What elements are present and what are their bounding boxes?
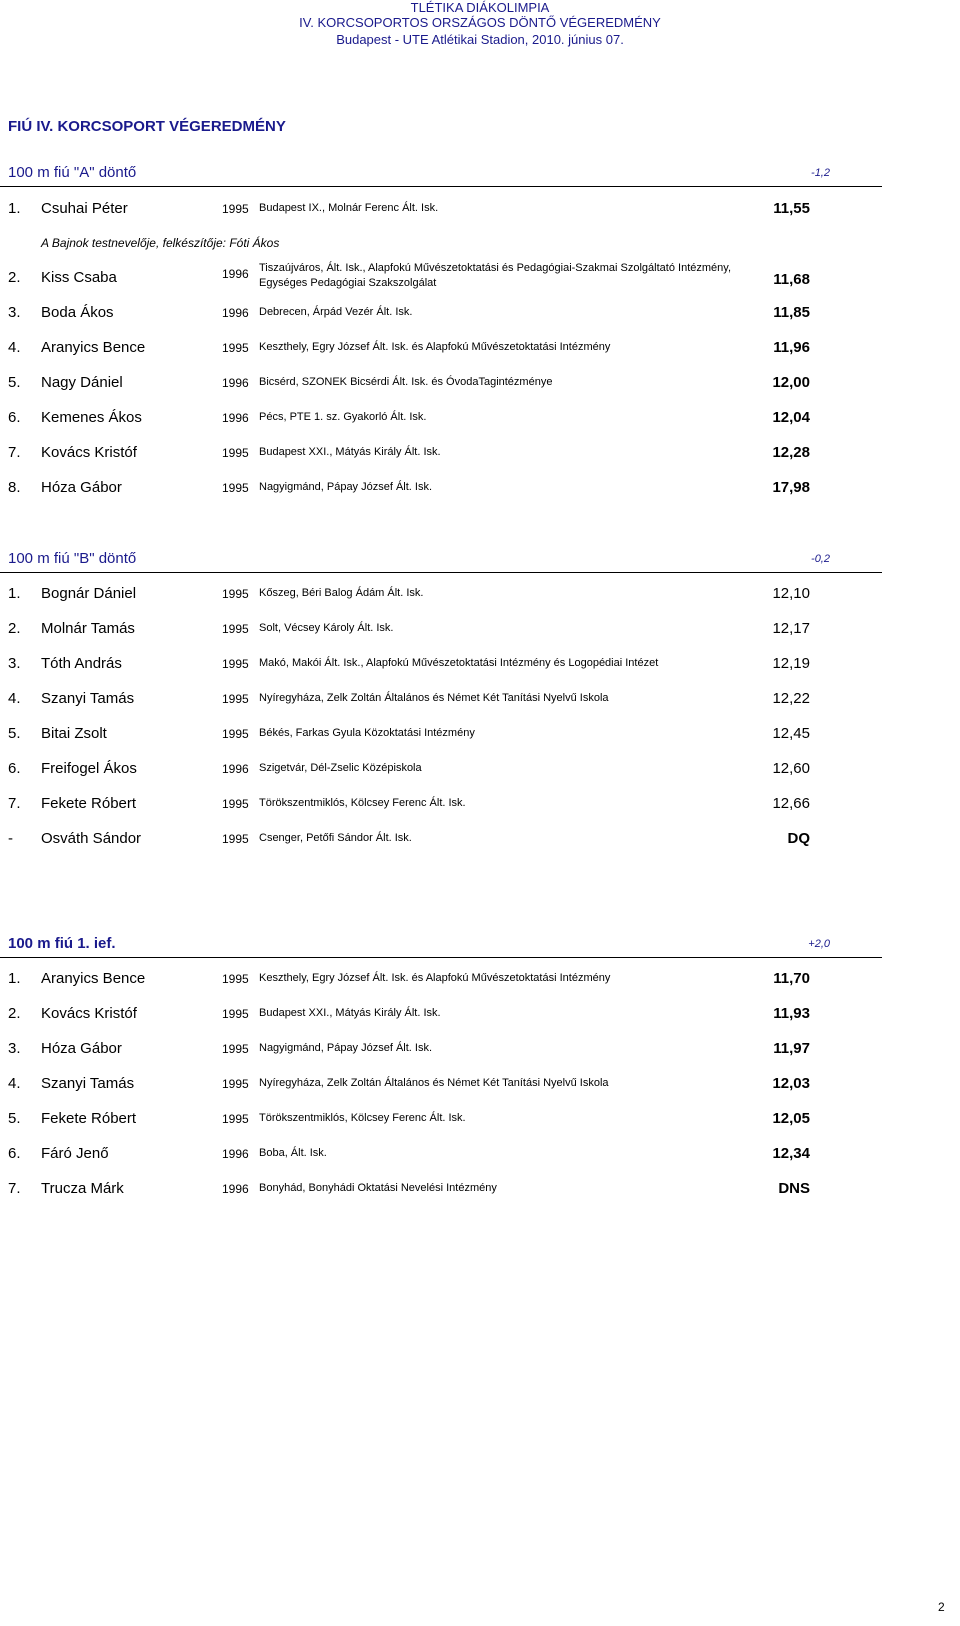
result-time: 12,10	[772, 585, 810, 602]
result-time: 12,04	[772, 409, 810, 426]
place: 3.	[8, 655, 21, 672]
place: 3.	[8, 304, 21, 321]
athlete-name: Fáró Jenő	[41, 1145, 109, 1162]
school: Csenger, Petőfi Sándor Ált. Isk.	[259, 832, 412, 844]
place: 2.	[8, 620, 21, 637]
result-row	[0, 760, 960, 796]
header-line-3: Budapest - UTE Atlétikai Stadion, 2010. június 07.	[336, 32, 624, 47]
result-row	[0, 1075, 960, 1111]
school: Bicsérd, SZONEK Bicsérdi Ált. Isk. és ÓvodaTagintézménye	[259, 376, 553, 388]
result-time: 12,05	[772, 1110, 810, 1127]
place: 7.	[8, 444, 21, 461]
result-row	[0, 655, 960, 691]
place: 7.	[8, 795, 21, 812]
result-row	[0, 409, 960, 445]
result-time: 12,19	[772, 655, 810, 672]
birth-year: 1995	[222, 202, 249, 216]
athlete-name: Trucza Márk	[41, 1180, 124, 1197]
result-row	[0, 1110, 960, 1146]
school: Pécs, PTE 1. sz. Gyakorló Ált. Isk.	[259, 411, 427, 423]
school: Debrecen, Árpád Vezér Ált. Isk.	[259, 306, 413, 318]
birth-year: 1995	[222, 1077, 249, 1091]
result-time: 11,68	[773, 271, 810, 288]
place: 6.	[8, 1145, 21, 1162]
birth-year: 1995	[222, 587, 249, 601]
result-time: 11,96	[773, 339, 810, 356]
result-row	[0, 479, 960, 515]
place: 4.	[8, 339, 21, 356]
result-time: 12,45	[772, 725, 810, 742]
place: 6.	[8, 409, 21, 426]
category-title: FIÚ IV. KORCSOPORT VÉGEREDMÉNY	[8, 118, 286, 135]
result-time: 12,00	[772, 374, 810, 391]
birth-year: 1995	[222, 1112, 249, 1126]
result-row	[0, 620, 960, 656]
athlete-name: Kiss Csaba	[41, 269, 117, 286]
divider	[0, 186, 882, 187]
athlete-name: Boda Ákos	[41, 304, 114, 321]
result-row	[0, 725, 960, 761]
result-time: 17,98	[772, 479, 810, 496]
athlete-name: Freifogel Ákos	[41, 760, 137, 777]
result-row	[0, 830, 960, 866]
athlete-name: Molnár Tamás	[41, 620, 135, 637]
event-title: 100 m fiú "B" döntő	[8, 550, 137, 567]
athlete-name: Tóth András	[41, 655, 122, 672]
result-row	[0, 1145, 960, 1181]
birth-year: 1996	[222, 1182, 249, 1196]
result-time: DQ	[787, 830, 810, 847]
birth-year: 1996	[222, 267, 249, 281]
school: Budapest XXI., Mátyás Király Ált. Isk.	[259, 446, 441, 458]
school: Törökszentmiklós, Kölcsey Ferenc Ált. Isk.	[259, 797, 466, 809]
birth-year: 1995	[222, 341, 249, 355]
result-time: 12,22	[772, 690, 810, 707]
place: 2.	[8, 269, 21, 286]
birth-year: 1995	[222, 1042, 249, 1056]
event-title: 100 m fiú 1. ief.	[8, 935, 116, 952]
place: 2.	[8, 1005, 21, 1022]
result-row	[0, 1180, 960, 1216]
athlete-name: Kemenes Ákos	[41, 409, 142, 426]
place: 5.	[8, 374, 21, 391]
birth-year: 1996	[222, 376, 249, 390]
athlete-name: Kovács Kristóf	[41, 1005, 137, 1022]
result-time: 11,93	[773, 1005, 810, 1022]
result-row	[0, 585, 960, 621]
wind-reading: -0,2	[811, 553, 830, 565]
school: Nyíregyháza, Zelk Zoltán Általános és Német Két Tanítási Nyelvű Iskola	[259, 692, 609, 704]
place: 5.	[8, 725, 21, 742]
result-time: 12,66	[772, 795, 810, 812]
result-row	[0, 690, 960, 726]
result-row	[0, 374, 960, 410]
divider	[0, 572, 882, 573]
school: Törökszentmiklós, Kölcsey Ferenc Ált. Isk.	[259, 1112, 466, 1124]
result-row	[0, 304, 960, 340]
place: 1.	[8, 970, 21, 987]
birth-year: 1995	[222, 832, 249, 846]
school: Budapest XXI., Mátyás Király Ált. Isk.	[259, 1007, 441, 1019]
school: Boba, Ált. Isk.	[259, 1147, 327, 1159]
coach-note: A Bajnok testnevelője, felkészítője: Fóti Ákos	[41, 236, 280, 250]
birth-year: 1995	[222, 657, 249, 671]
birth-year: 1995	[222, 481, 249, 495]
school: Nagyigmánd, Pápay József Ált. Isk.	[259, 481, 433, 493]
athlete-name: Hóza Gábor	[41, 1040, 122, 1057]
place: 7.	[8, 1180, 21, 1197]
place: 1.	[8, 585, 21, 602]
result-time: 12,17	[772, 620, 810, 637]
place: 3.	[8, 1040, 21, 1057]
place: 5.	[8, 1110, 21, 1127]
school: Budapest IX., Molnár Ferenc Ált. Isk.	[259, 202, 439, 214]
place: 8.	[8, 479, 21, 496]
athlete-name: Kovács Kristóf	[41, 444, 137, 461]
result-row	[0, 970, 960, 1006]
birth-year: 1996	[222, 1147, 249, 1161]
result-time: 11,97	[773, 1040, 810, 1057]
school: Keszthely, Egry József Ált. Isk. és Alapfokú Művészetoktatási Intézmény	[259, 972, 611, 984]
result-time: 11,55	[773, 200, 810, 217]
school: Makó, Makói Ált. Isk., Alapfokú Művészetoktatási Intézmény és Logopédiai Intézet	[259, 657, 659, 669]
result-row	[0, 262, 960, 305]
event-title: 100 m fiú "A" döntő	[8, 164, 137, 181]
athlete-name: Aranyics Bence	[41, 339, 146, 356]
result-time: 12,28	[772, 444, 810, 461]
result-row	[0, 1040, 960, 1076]
result-time: 12,03	[772, 1075, 810, 1092]
athlete-name: Fekete Róbert	[41, 1110, 137, 1127]
birth-year: 1996	[222, 762, 249, 776]
place: 4.	[8, 1075, 21, 1092]
birth-year: 1995	[222, 727, 249, 741]
birth-year: 1995	[222, 1007, 249, 1021]
place: 6.	[8, 760, 21, 777]
school: Szigetvár, Dél-Zselic Középiskola	[259, 762, 422, 774]
result-time: 12,60	[772, 760, 810, 777]
place: 4.	[8, 690, 21, 707]
birth-year: 1995	[222, 622, 249, 636]
wind-reading: -1,2	[811, 167, 830, 179]
athlete-name: Nagy Dániel	[41, 374, 123, 391]
wind-reading: +2,0	[808, 938, 830, 950]
birth-year: 1995	[222, 692, 249, 706]
athlete-name: Csuhai Péter	[41, 200, 128, 217]
athlete-name: Osváth Sándor	[41, 830, 142, 847]
athlete-name: Hóza Gábor	[41, 479, 122, 496]
place: -	[8, 830, 13, 847]
school: Kőszeg, Béri Balog Ádám Ált. Isk.	[259, 587, 424, 599]
athlete-name: Fekete Róbert	[41, 795, 137, 812]
school: Keszthely, Egry József Ált. Isk. és Alapfokú Művészetoktatási Intézmény	[259, 341, 611, 353]
athlete-name: Bognár Dániel	[41, 585, 137, 602]
birth-year: 1995	[222, 446, 249, 460]
school: Nagyigmánd, Pápay József Ált. Isk.	[259, 1042, 433, 1054]
header-line-1: TLÉTIKA DIÁKOLIMPIA	[410, 0, 550, 15]
result-time: 11,85	[773, 304, 810, 321]
result-row	[0, 444, 960, 480]
athlete-name: Aranyics Bence	[41, 970, 146, 987]
birth-year: 1995	[222, 797, 249, 811]
athlete-name: Bitai Zsolt	[41, 725, 107, 742]
school: Békés, Farkas Gyula Közoktatási Intézmény	[259, 727, 475, 739]
athlete-name: Szanyi Tamás	[41, 1075, 135, 1092]
result-row	[0, 1005, 960, 1041]
result-row	[0, 339, 960, 375]
result-time: DNS	[778, 1180, 810, 1197]
birth-year: 1996	[222, 306, 249, 320]
birth-year: 1996	[222, 411, 249, 425]
school: Tiszaújváros, Ált. Isk., Alapfokú Művészetoktatási és Pedagógiai-Szakmai Szolgáltató Intézmény, Egységes Pedagógiai Szakszolgálat	[259, 262, 732, 289]
divider	[0, 957, 882, 958]
athlete-name: Szanyi Tamás	[41, 690, 135, 707]
header-line-2: IV. KORCSOPORTOS ORSZÁGOS DÖNTŐ VÉGEREDMÉNY	[299, 15, 661, 30]
school: Solt, Vécsey Károly Ált. Isk.	[259, 622, 394, 634]
school: Bonyhád, Bonyhádi Oktatási Nevelési Intézmény	[259, 1182, 497, 1194]
result-row	[0, 795, 960, 831]
result-time: 12,34	[772, 1145, 810, 1162]
page-number: 2	[938, 1600, 945, 1614]
result-row	[0, 200, 960, 236]
birth-year: 1995	[222, 972, 249, 986]
school: Nyíregyháza, Zelk Zoltán Általános és Német Két Tanítási Nyelvű Iskola	[259, 1077, 609, 1089]
result-time: 11,70	[773, 970, 810, 987]
place: 1.	[8, 200, 21, 217]
